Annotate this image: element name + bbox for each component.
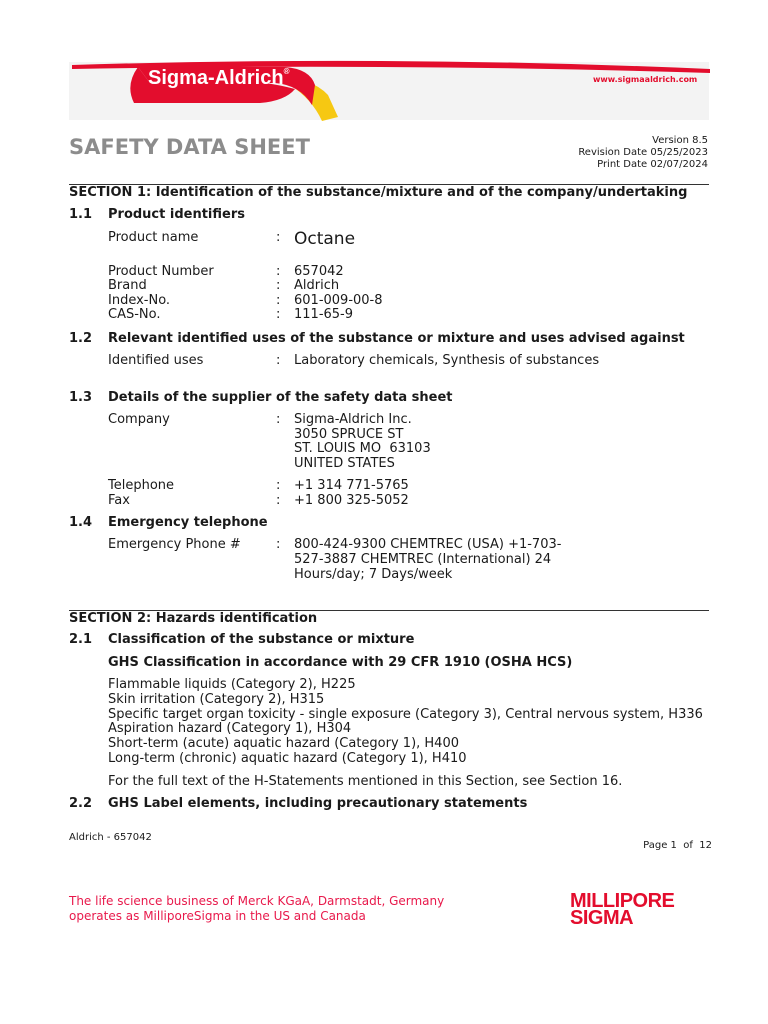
- milliporesigma-logo-line1: MILLIPORE: [570, 890, 675, 912]
- hazard-item: Flammable liquids (Category 2), H225: [108, 677, 356, 692]
- merck-notice-line1: The life science business of Merck KGaA, Darmstadt, Germany: [69, 894, 445, 908]
- hazard-item: Skin irritation (Category 2), H315: [108, 692, 325, 707]
- colon: :: [276, 478, 281, 493]
- colon: :: [276, 353, 281, 368]
- cas-no-value: 111-65-9: [294, 307, 354, 322]
- emergency-phone-label: Emergency Phone #: [108, 537, 241, 552]
- colon: :: [276, 493, 281, 508]
- page-title: SAFETY DATA SHEET: [69, 135, 310, 159]
- section2-rule: [69, 610, 709, 611]
- s13-title: Details of the supplier of the safety data sheet: [108, 390, 453, 405]
- emergency-line: 800-424-9300 CHEMTREC (USA) +1-703-: [294, 537, 562, 552]
- brand-name: Sigma-Aldrich: [148, 67, 284, 89]
- sigma-aldrich-logo-swoosh: [60, 55, 720, 125]
- print-date: Print Date 02/07/2024: [597, 159, 708, 170]
- s21-title: Classification of the substance or mixture: [108, 632, 415, 647]
- cas-no-label: CAS-No.: [108, 307, 161, 322]
- ghs-classification-subtitle: GHS Classification in accordance with 29 CFR 1910 (OSHA HCS): [108, 655, 573, 670]
- colon: :: [276, 537, 281, 552]
- merck-notice-line2: operates as MilliporeSigma in the US and Canada: [69, 909, 366, 923]
- s11-number: 1.1: [69, 207, 93, 222]
- colon: :: [276, 230, 281, 245]
- index-no-label: Index-No.: [108, 293, 171, 308]
- company-label: Company: [108, 412, 170, 427]
- s14-number: 1.4: [69, 515, 93, 530]
- hazard-item: Long-term (chronic) aquatic hazard (Category 1), H410: [108, 751, 467, 766]
- section2-heading: SECTION 2: Hazards identification: [69, 611, 318, 626]
- colon: :: [276, 293, 281, 308]
- version: Version 8.5: [652, 135, 708, 146]
- hazard-item: Specific target organ toxicity - single exposure (Category 3), Central nervous system, H336: [108, 707, 703, 722]
- brand-value: Aldrich: [294, 278, 340, 293]
- company-line: UNITED STATES: [294, 456, 395, 471]
- registered-mark: ®: [283, 67, 290, 76]
- colon: :: [276, 412, 281, 427]
- colon: :: [276, 307, 281, 322]
- s12-number: 1.2: [69, 331, 93, 346]
- telephone-value: +1 314 771-5765: [294, 478, 409, 493]
- company-line: ST. LOUIS MO 63103: [294, 441, 431, 456]
- s13-number: 1.3: [69, 390, 93, 405]
- product-number-label: Product Number: [108, 264, 214, 279]
- fax-label: Fax: [108, 493, 130, 508]
- brand-logo-text: [148, 67, 289, 90]
- s12-title: Relevant identified uses of the substance or mixture and uses advised against: [108, 331, 685, 346]
- product-name-value: Octane: [294, 229, 356, 249]
- website-link[interactable]: www.sigmaaldrich.com: [593, 75, 698, 84]
- revision-date: Revision Date 05/25/2023: [578, 147, 708, 158]
- product-number-value: 657042: [294, 264, 344, 279]
- identified-uses-label: Identified uses: [108, 353, 204, 368]
- h-statements-note: For the full text of the H-Statements mentioned in this Section, see Section 16.: [108, 774, 623, 789]
- footer-product-ref: Aldrich - 657042: [69, 832, 152, 843]
- brand-label: Brand: [108, 278, 147, 293]
- s11-title: Product identifiers: [108, 207, 245, 222]
- s14-title: Emergency telephone: [108, 515, 268, 530]
- page-number: Page 1 of 12: [643, 840, 712, 851]
- index-no-value: 601-009-00-8: [294, 293, 383, 308]
- section1-heading: SECTION 1: Identification of the substance/mixture and of the company/undertaking: [69, 185, 688, 200]
- hazard-item: Short-term (acute) aquatic hazard (Category 1), H400: [108, 736, 459, 751]
- emergency-line: Hours/day; 7 Days/week: [294, 567, 453, 582]
- s22-number: 2.2: [69, 796, 93, 811]
- s22-title: GHS Label elements, including precautionary statements: [108, 796, 528, 811]
- company-line: Sigma-Aldrich Inc.: [294, 412, 412, 427]
- company-line: 3050 SPRUCE ST: [294, 427, 404, 442]
- milliporesigma-logo: [570, 890, 675, 929]
- colon: :: [276, 264, 281, 279]
- identified-uses-value: Laboratory chemicals, Synthesis of substances: [294, 353, 600, 368]
- product-name-label: Product name: [108, 230, 199, 245]
- hazard-item: Aspiration hazard (Category 1), H304: [108, 721, 352, 736]
- emergency-line: 527-3887 CHEMTREC (International) 24: [294, 552, 552, 567]
- s21-number: 2.1: [69, 632, 93, 647]
- colon: :: [276, 278, 281, 293]
- telephone-label: Telephone: [108, 478, 175, 493]
- milliporesigma-logo-line2: SIGMA: [570, 907, 634, 929]
- fax-value: +1 800 325-5052: [294, 493, 409, 508]
